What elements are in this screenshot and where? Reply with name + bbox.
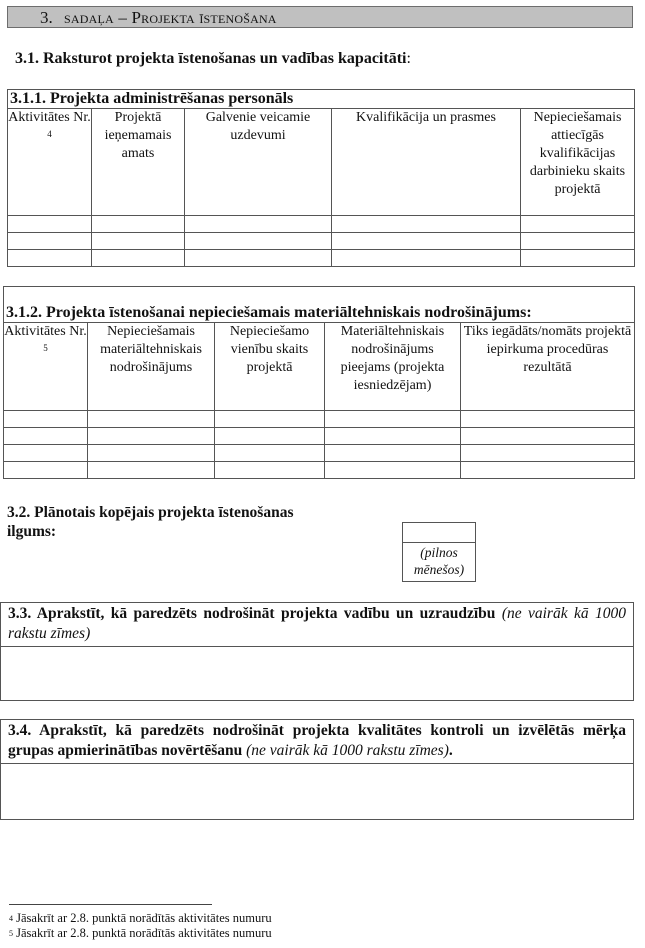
footnote-ref-5: 5 bbox=[43, 343, 48, 353]
heading-3-1 bbox=[15, 50, 411, 68]
cell-input[interactable] bbox=[325, 462, 461, 479]
footnote-mark: 4 bbox=[9, 914, 13, 923]
table-row bbox=[4, 445, 635, 462]
footnote-mark: 5 bbox=[9, 929, 13, 938]
table-row bbox=[8, 216, 635, 233]
column-header-unit-count: Nepieciešamo vienību skaits projektā bbox=[215, 323, 325, 411]
footnote-4 bbox=[9, 911, 272, 926]
cell-input[interactable] bbox=[92, 216, 185, 233]
duration-unit-label: (pilnos mēnešos) bbox=[413, 545, 465, 577]
heading-3-4-end: . bbox=[448, 742, 453, 759]
cell-input[interactable] bbox=[8, 216, 92, 233]
table-row bbox=[8, 233, 635, 250]
cell-input[interactable] bbox=[88, 462, 215, 479]
column-header-position: Projektā ieņemamais amats bbox=[92, 109, 185, 216]
cell-input[interactable] bbox=[88, 428, 215, 445]
management-description-input[interactable] bbox=[1, 647, 633, 704]
section-3-3-box bbox=[0, 602, 634, 701]
cell-input[interactable] bbox=[88, 445, 215, 462]
column-header-staff-count: Nepieciešamais attiecīgās kvalifikācijas darbinieku skaits projektā bbox=[521, 109, 635, 216]
table-admin-staff bbox=[7, 89, 635, 267]
cell-input[interactable] bbox=[8, 250, 92, 267]
table-row bbox=[8, 250, 635, 267]
column-header-main-tasks: Galvenie veicamie uzdevumi bbox=[185, 109, 332, 216]
cell-input[interactable] bbox=[8, 233, 92, 250]
table-row bbox=[4, 411, 635, 428]
footnote-text: Jāsakrīt ar 2.8. punktā norādītās aktivitātes numuru bbox=[16, 911, 272, 925]
cell-input[interactable] bbox=[4, 462, 88, 479]
section-3-4-box bbox=[0, 719, 634, 820]
cell-input[interactable] bbox=[332, 250, 521, 267]
cell-input[interactable] bbox=[88, 411, 215, 428]
footnote-divider bbox=[9, 904, 212, 905]
cell-input[interactable] bbox=[521, 250, 635, 267]
heading-3-1-text: 3.1. Raksturot projekta īstenošanas un vadības kapacitāti bbox=[15, 50, 407, 67]
duration-input[interactable] bbox=[403, 523, 475, 543]
cell-input[interactable] bbox=[215, 445, 325, 462]
cell-input[interactable] bbox=[215, 411, 325, 428]
cell-input[interactable] bbox=[185, 250, 332, 267]
quality-control-description-input[interactable] bbox=[1, 764, 633, 820]
cell-input[interactable] bbox=[215, 462, 325, 479]
cell-input[interactable] bbox=[461, 428, 635, 445]
footnote-5 bbox=[9, 926, 272, 941]
heading-3-3 bbox=[1, 603, 633, 647]
table-row bbox=[4, 428, 635, 445]
cell-input[interactable] bbox=[92, 250, 185, 267]
cell-input[interactable] bbox=[215, 428, 325, 445]
table-admin-staff-title: 3.1.1. Projekta administrēšanas personāls bbox=[8, 90, 635, 109]
column-header-required-resources: Nepieciešamais materiāltehniskais nodrošinājums bbox=[88, 323, 215, 411]
cell-input[interactable] bbox=[461, 462, 635, 479]
table-material-resources bbox=[3, 286, 635, 479]
table-material-resources-title: 3.1.2. Projekta īstenošanai nepieciešamais materiāltehniskais nodrošinājums: bbox=[4, 287, 635, 323]
cell-input[interactable] bbox=[185, 233, 332, 250]
cell-input[interactable] bbox=[332, 216, 521, 233]
cell-input[interactable] bbox=[4, 411, 88, 428]
cell-input[interactable] bbox=[332, 233, 521, 250]
footnote-text: Jāsakrīt ar 2.8. punktā norādītās aktivitātes numuru bbox=[16, 926, 272, 940]
column-header-activity-nr bbox=[8, 109, 92, 216]
cell-input[interactable] bbox=[521, 216, 635, 233]
footnote-ref-4: 4 bbox=[47, 129, 52, 139]
cell-input[interactable] bbox=[325, 445, 461, 462]
cell-input[interactable] bbox=[4, 428, 88, 445]
cell-input[interactable] bbox=[461, 411, 635, 428]
duration-box bbox=[402, 522, 476, 582]
heading-3-2: 3.2. Plānotais kopējais projekta īstenošanas ilgums: bbox=[7, 504, 294, 540]
column-header-activity-nr bbox=[4, 323, 88, 411]
cell-input[interactable] bbox=[185, 216, 332, 233]
cell-input[interactable] bbox=[521, 233, 635, 250]
heading-3-3-text: 3.3. Aprakstīt, kā paredzēts nodrošināt projekta vadību un uzraudzību bbox=[8, 605, 496, 622]
heading-3-4-note: (ne vairāk kā 1000 rakstu zīmes) bbox=[246, 742, 449, 759]
column-header-qualification: Kvalifikācija un prasmes bbox=[332, 109, 521, 216]
heading-3-3-note: (ne vairāk kā 1000 rakstu zīmes) bbox=[8, 605, 627, 642]
heading-3-4 bbox=[1, 720, 633, 764]
table-row bbox=[4, 462, 635, 479]
cell-input[interactable] bbox=[92, 233, 185, 250]
cell-input[interactable] bbox=[4, 445, 88, 462]
column-header-procured: Tiks iegādāts/nomāts projektā iepirkuma procedūras rezultātā bbox=[461, 323, 635, 411]
section-number: 3. bbox=[40, 8, 53, 27]
cell-input[interactable] bbox=[461, 445, 635, 462]
cell-input[interactable] bbox=[325, 411, 461, 428]
column-header-available: Materiāltehniskais nodrošinājums pieejams (projekta iesniedzējam) bbox=[325, 323, 461, 411]
section-header-bar bbox=[7, 6, 633, 28]
cell-input[interactable] bbox=[325, 428, 461, 445]
heading-3-1-colon: : bbox=[406, 50, 411, 67]
heading-3-4-text: 3.4. Aprakstīt, kā paredzēts nodrošināt projekta kvalitātes kontroli un izvēlētās mērķa grupas apmierinātības novērtēšanu bbox=[8, 722, 626, 759]
column-header-label: Aktivitātes Nr. bbox=[4, 324, 87, 339]
column-header-label: Aktivitātes Nr. bbox=[8, 110, 91, 125]
section-title: sadaļa – Projekta īstenošana bbox=[64, 8, 277, 27]
